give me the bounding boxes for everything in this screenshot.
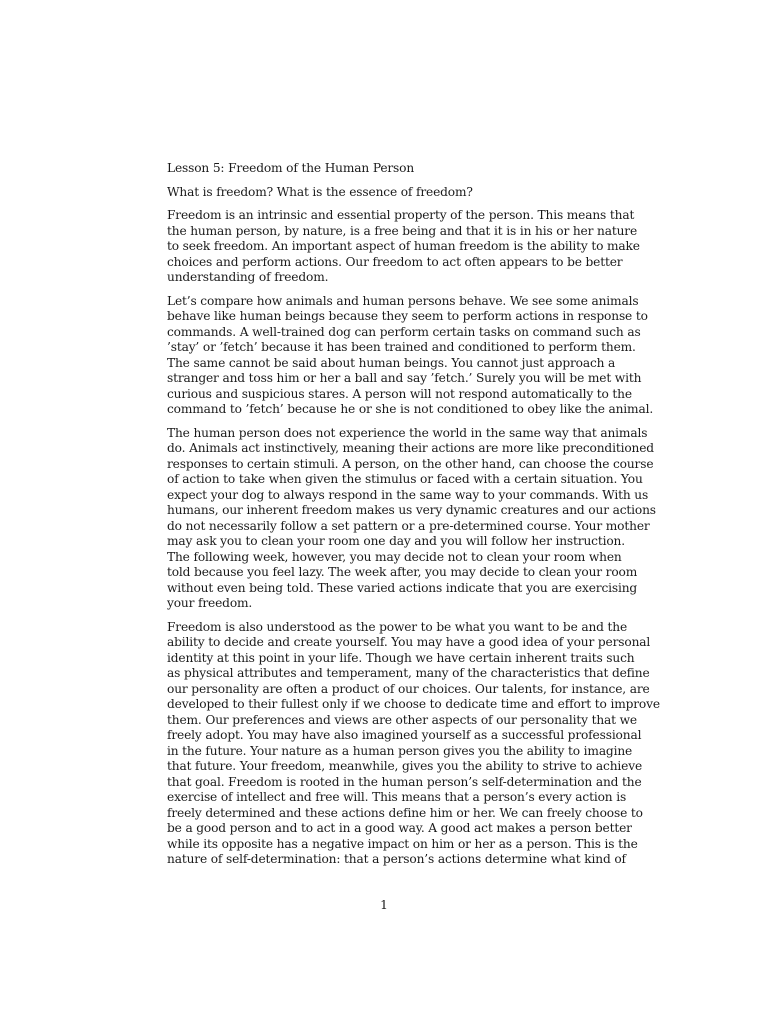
- text-line: understanding of freedom.: [167, 270, 329, 284]
- paragraph: [167, 293, 654, 418]
- text-line: The human person does not experience the world in the same way that animals: [167, 425, 648, 440]
- text-line: the human person, by nature, is a free being and that it is in his or her nature: [167, 223, 638, 238]
- paragraph: [167, 208, 640, 286]
- text-line: What is freedom? What is the essence of freedom?: [167, 184, 473, 199]
- text-line: developed to their fullest only if we choose to dedicate time and effort to improve: [167, 697, 660, 711]
- text-line: identity at this point in your life. Though we have certain inherent traits such: [167, 650, 635, 665]
- text-line: that future. Your freedom, meanwhile, gives you the ability to strive to achieve: [167, 759, 643, 773]
- text-line: The same cannot be said about human beings. You cannot just approach a: [167, 355, 616, 370]
- text-line: Lesson 5: Freedom of the Human Person: [167, 161, 415, 175]
- text-line: responses to certain stimuli. A person, on the other hand, can choose the course: [167, 456, 654, 471]
- text-line: to seek freedom. An important aspect of human freedom is the ability to make: [167, 239, 640, 253]
- question-heading: [167, 185, 601, 201]
- text-line: stranger and toss him or her a ball and say ’fetch.’ Surely you will be met with: [167, 371, 642, 385]
- text-line: freely adopt. You may have also imagined yourself as a successful professional: [167, 728, 642, 742]
- text-line: while its opposite has a negative impact on him or her as a person. This is the: [167, 836, 638, 851]
- text-line: Freedom is an intrinsic and essential property of the person. This means that: [167, 208, 635, 222]
- text-line: that goal. Freedom is rooted in the human person’s self-determination and the: [167, 774, 642, 789]
- text-line: commands. A well-trained dog can perform certain tasks on command such as: [167, 324, 641, 339]
- text-line: behave like human beings because they seem to perform actions in response to: [167, 309, 648, 323]
- text-line: ’stay’ or ’fetch’ because it has been trained and conditioned to perform them.: [167, 340, 636, 354]
- page-number: 1: [380, 898, 388, 912]
- paragraph: [167, 619, 660, 868]
- text-line: be a good person and to act in a good way. A good act makes a person better: [167, 821, 632, 835]
- text-line: ability to decide and create yourself. You may have a good idea of your personal: [167, 635, 651, 649]
- text-line: curious and suspicious stares. A person will not respond automatically to the: [167, 386, 632, 401]
- text-line: humans, our inherent freedom makes us very dynamic creatures and our actions: [167, 503, 656, 517]
- lesson-title: [167, 161, 601, 177]
- text-line: them. Our preferences and views are other aspects of our personality that we: [167, 712, 637, 727]
- paragraph: [167, 425, 656, 612]
- text-line: our personality are often a product of our choices. Our talents, for instance, are: [167, 681, 650, 696]
- text-line: told because you feel lazy. The week after, you may decide to clean your room: [167, 565, 638, 579]
- text-line: choices and perform actions. Our freedom to act often appears to be better: [167, 254, 623, 269]
- text-line: do. Animals act instinctively, meaning their actions are more like preconditioned: [167, 441, 654, 455]
- text-line: expect your dog to always respond in the same way to your commands. With us: [167, 487, 649, 502]
- text-line: do not necessarily follow a set pattern or a pre-determined course. Your mother: [167, 518, 650, 533]
- text-line: as physical attributes and temperament, many of the characteristics that define: [167, 666, 650, 680]
- text-line: may ask you to clean your room one day and you will follow her instruction.: [167, 534, 625, 548]
- text-line: The following week, however, you may decide not to clean your room when: [167, 549, 622, 564]
- text-line: without even being told. These varied actions indicate that you are exercising: [167, 580, 638, 595]
- text-line: freely determined and these actions define him or her. We can freely choose to: [167, 805, 643, 820]
- text-line: of action to take when given the stimulus or faced with a certain situation. You: [167, 472, 643, 486]
- text-line: Freedom is also understood as the power to be what you want to be and the: [167, 619, 628, 634]
- text-line: exercise of intellect and free will. This means that a person’s every action is: [167, 790, 627, 804]
- text-line: Let’s compare how animals and human persons behave. We see some animals: [167, 293, 639, 308]
- text-line: your freedom.: [167, 596, 253, 610]
- text-line: in the future. Your nature as a human person gives you the ability to imagine: [167, 743, 633, 758]
- text-line: nature of self-determination: that a person’s actions determine what kind of: [167, 852, 626, 866]
- text-line: command to ’fetch’ because he or she is not conditioned to obey like the animal.: [167, 402, 654, 416]
- body-text: [167, 161, 660, 876]
